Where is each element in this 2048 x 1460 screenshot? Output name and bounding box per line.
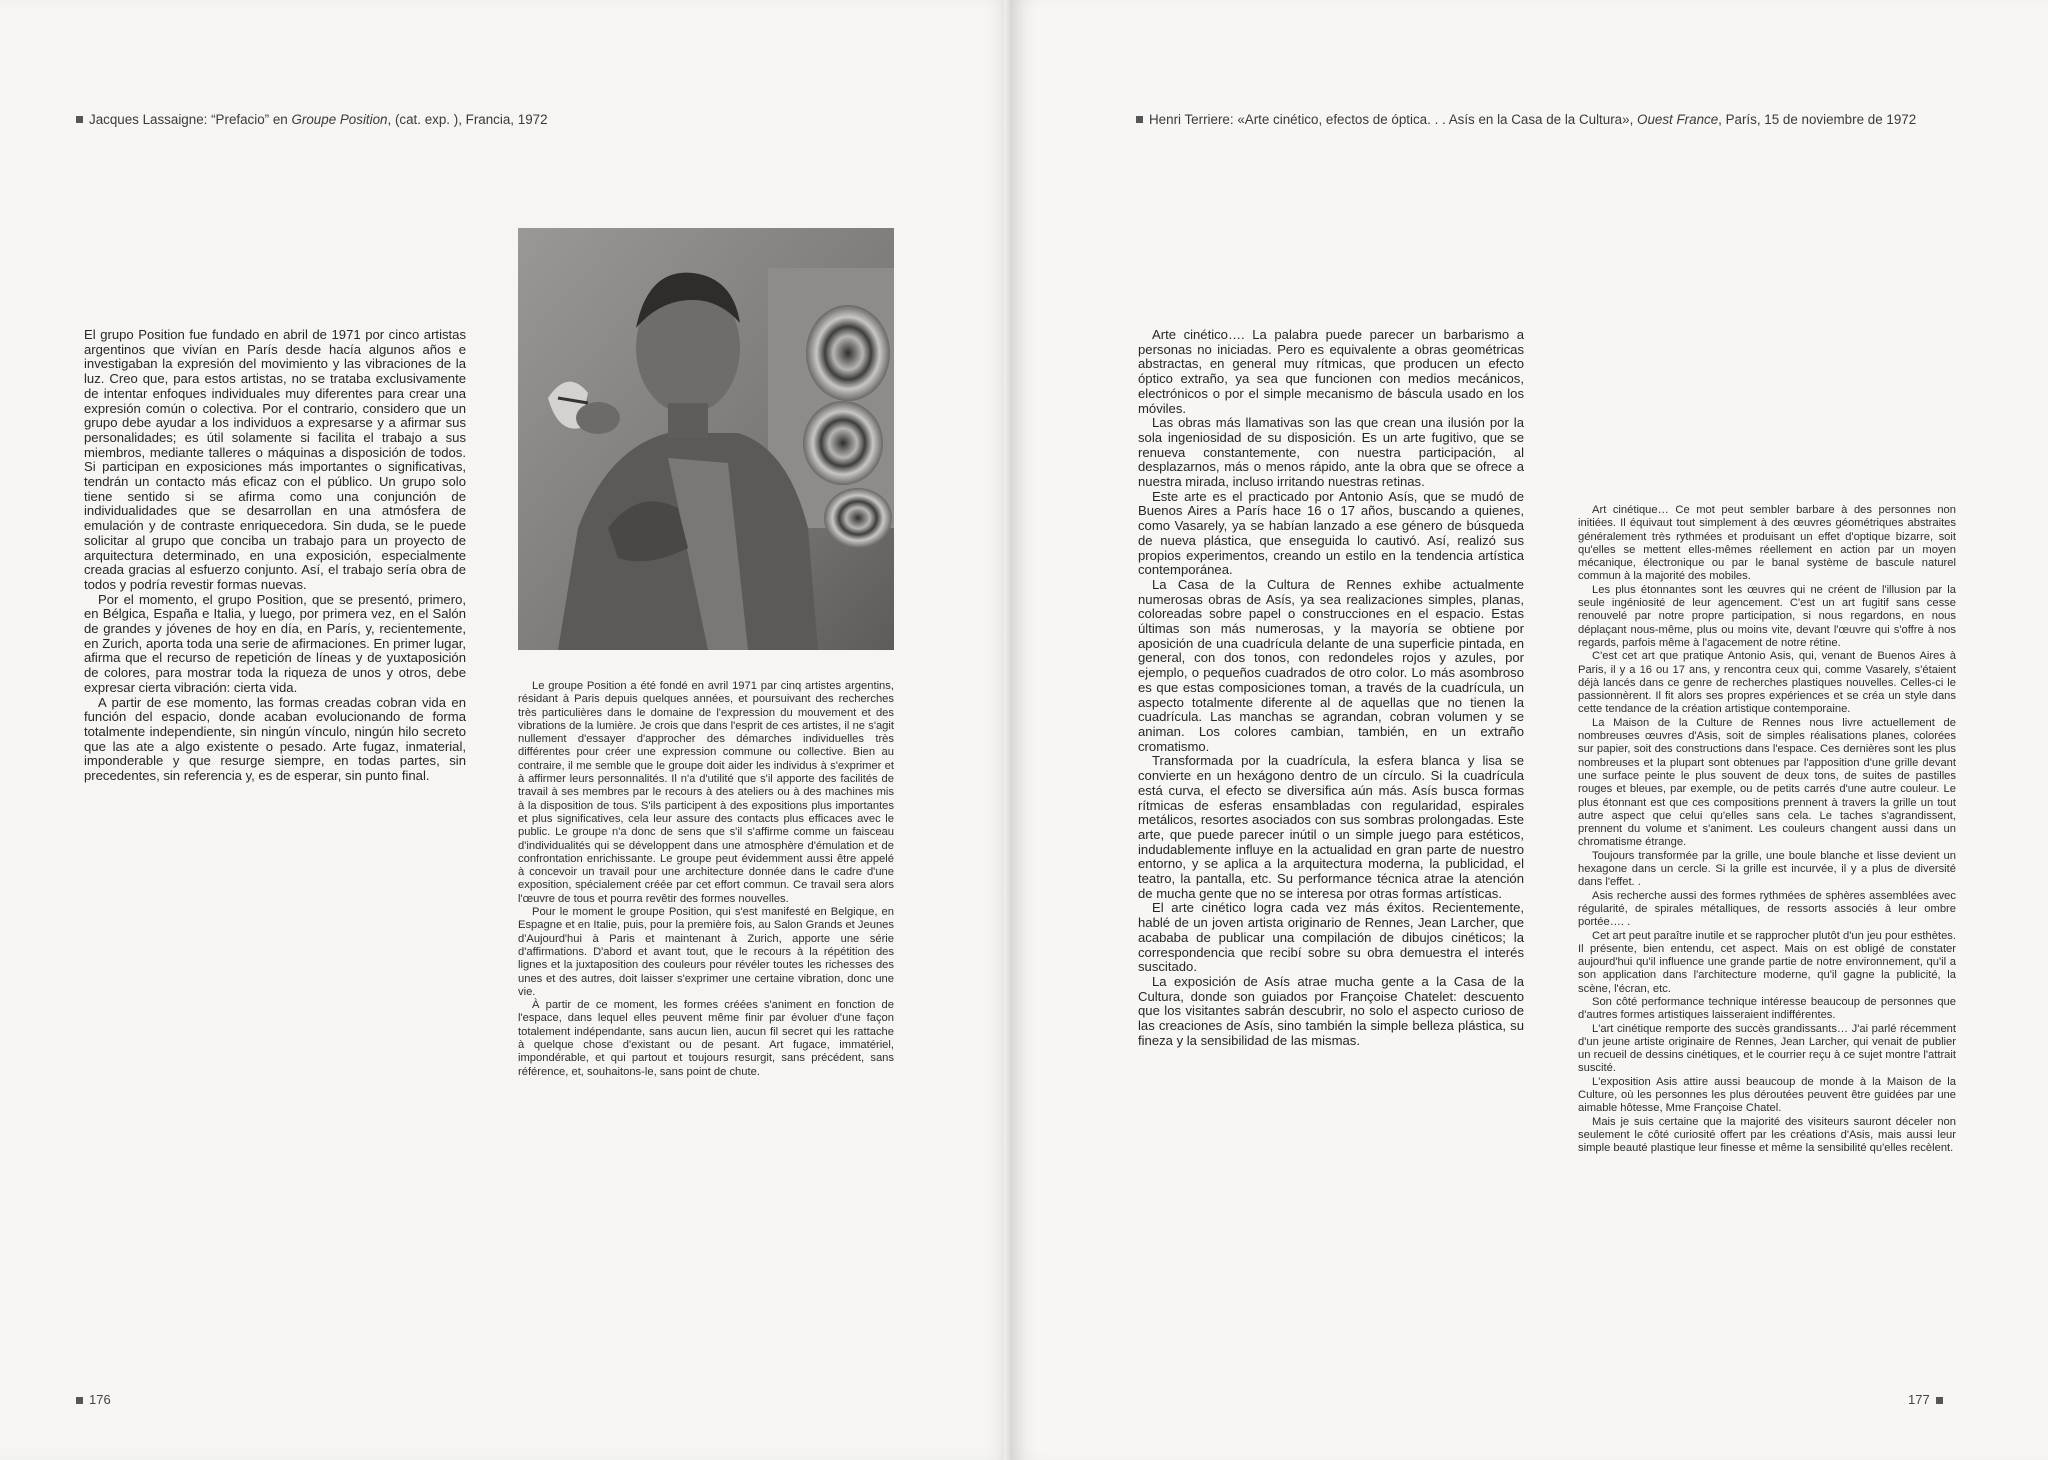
right-page <box>1012 0 2048 1460</box>
bullet-square-icon <box>1136 116 1143 123</box>
page-number: 176 <box>89 1392 111 1407</box>
artist-photograph <box>518 228 894 650</box>
paragraph: La exposición de Asís atrae mucha gente a la Casa de la Cultura, donde son guiados por Françoise Chatelet: descuento que los visitantes sabrán descubrir, no solo el aspecto curioso de las creaciones de Asís, sino también la simple belleza plástica, su fineza y la sensibilidad de las mismas. <box>1138 973 1524 1048</box>
paragraph: À partir de ce moment, les formes créées s'animent en fonction de l'espace, dans lequel elles peuvent même finir par évoluer d'une façon totalement indépendante, sans aucun lien, aucun fil secret qui les rattache à quelque chose d'existant ou de pesant. Art fugace, immatériel, impondérable, et qui partout et toujours resurgit, sans précédent, sans référence, et, souhaitons-le, sans point de chute. <box>518 999 894 1078</box>
header-details: , (cat. exp. ), Francia, 1972 <box>387 112 548 127</box>
left-spanish-column <box>84 328 466 784</box>
paragraph: Les plus étonnantes sont les œuvres qui ne créent de l'illusion par la seule ingéniosité de leur agencement. C'est un art fugitif sans cesse renouvelé par notre propre participation, si nous regardons, en nous déplaçant nous-même, plus ou moins vite, devant l'œuvre qui s'offre à nos regards, parfois même à l'agacement de notre rétine. <box>1578 583 1956 649</box>
paragraph: El grupo Position fue fundado en abril de 1971 por cinco artistas argentinos que vivían en París desde hacía algunos años e investigaban la expresión del movimiento y las vibraciones de la luz. Creo que, para estos artistas, no se trataba exclusivamente de intentar enfoques individuales muy diferentes para crear una expresión común o colectiva. Por el contrario, considero que un grupo debe ayudar a los individuos a expresarse y a afirmar sus personalidades; es útil solamente si facilita el trabajo a sus miembros, mediante talleres o máquinas a disposición de todos. Si participan en exposiciones más importantes o significativas, tendrán un contacto más eficaz con el público. Un grupo solo tiene sentido si se afirma como una conjunción de individualidades que se desarrollan en una atmósfera de emulación y de contraste enriquecedora. Sin duda, se le puede solicitar al grupo que conciba un trabajo para un proyecto de arquitectura determinado, en una exposición, especialmente creada gracias al esfuerzo conjunto. Así, el trabajo sería obra de todos y podría revestir formas nuevas. <box>84 327 466 592</box>
left-page-number <box>76 1392 111 1407</box>
paragraph: Le groupe Position a été fondé en avril 1971 par cinq artistes argentins, résidant à Paris depuis quelques années, et poursuivant des recherches très particulières dans le domaine de l'expression du mouvement et des vibrations de la lumière. Je crois que dans l'esprit de ces artistes, il ne s'agit nullement d'essayer d'approcher des démarches individuelles très différentes pour créer une expression commune ou collective. Bien au contraire, il me semble que le groupe doit aider les individus à s'exprimer et à affirmer leurs personnalités. Il n'a d'utilité que s'il apporte des facilités de travail à ses membres par le recours à des ateliers ou à des machines mis à la disposition de tous. S'ils participent à des expositions plus importantes et plus significatives, cela leur assure des contacts plus efficaces avec le public. Le groupe n'a donc de sens que s'il s'affirme comme un faisceau d'individualités qui se développent dans une atmosphère d'émulation et de confrontation enrichissante. Le groupe peut évidemment aussi être appelé à concevoir un travail pour une architecture donnée dans le cadre d'une exposition, spécialement créée par cet effort commun. Ce travail sera alors l'œuvre de tous et pourra revêtir des formes nouvelles. <box>518 680 894 905</box>
paragraph: Art cinétique… Ce mot peut sembler barbare à des personnes non initiées. Il équivaut tout simplement à des œuvres géométriques abstraites généralement très rythmées et produisant un effet d'optique bizarre, soit qu'elles se mettent elles-mêmes réellement en action par un moyen mécanique, électronique ou par le banal système de bascule naturel commun à la majorité des mobiles. <box>1578 504 1956 583</box>
paragraph: La Maison de la Culture de Rennes nous livre actuellement de nombreuses œuvres d'Asis, soit de simples réalisations planes, colorées sur papier, soit des constructions dans l'espace. Ces dernières sont les plus nombreuses et la plupart sont obtenues par l'apposition d'une grille devant une surface peinte le plus souvent de deux tons, de suites de pastilles rouges et bleues, par exemple, ou de petits carrés d'une autre couleur. Le plus étonnant est que ces compositions prennent à travers la grille un tout autre aspect que celui qu'elles sans cela. Le taches s'agrandissent, prennent du volume et s'animent. Les couleurs changent aussi dans un chromatisme étrange. <box>1578 716 1956 849</box>
paragraph: La Casa de la Cultura de Rennes exhibe actualmente numerosas obras de Asís, ya sea realizaciones simples, planas, coloreadas sobre papel o construcciones en el espacio. Estas últimas son más numerosas, y la mayoría se obtiene por aposición de una cuadrícula delante de una superficie pintada, en general, con dos tonos, con redondeles rojos y azules, por ejemplo, o pequeños cuadrados de otro color. Lo más asombroso es que estas composiciones toman, a través de la cuadrícula, un aspecto totalmente diferente al de aquellas que no tienen la cuadrícula. Las manchas se agrandan, cobran volumen y se animan. Los colores cambian, también, en un extraño cromatismo. <box>1138 576 1524 754</box>
paragraph: Toujours transformée par la grille, une boule blanche et lisse devient un hexagone dans un cercle. Si la grille est incurvée, il y a plus de diversité dans l'effet. . <box>1578 849 1956 889</box>
paragraph: Este arte es el practicado por Antonio Asís, que se mudó de Buenos Aires a París hace 16 o 17 años, buscando a quienes, como Vasarely, ya se habían lanzado a ese género de búsqueda de nueva plástica, que enseguida lo cautivó. Así, realizó sus propios experimentos, creando un estilo en la tendencia artística contemporánea. <box>1138 488 1524 578</box>
header-title: «Arte cinético, efectos de óptica. . . Asís en la Casa de la Cultura», <box>1237 112 1638 127</box>
paragraph: Arte cinético…. La palabra puede parecer un barbarismo a personas no iniciadas. Pero es equivalente a obras geométricas abstractas, en general muy rítmicas, que producen un efecto óptico extraño, ya sea que funcionen con medios mecánicos, electrónicos o por el simple mecanismo de báscula usado en los móviles. <box>1138 327 1524 416</box>
right-spanish-column <box>1138 328 1524 1048</box>
header-details: , París, 15 de noviembre de 1972 <box>1718 112 1917 127</box>
header-publication: Ouest France <box>1637 112 1719 127</box>
paragraph: Las obras más llamativas son las que crean una ilusión por la sola ingeniosidad de su disposición. Es un arte fugitivo, que se renueva constantemente, con nuestra participación, al desplazarnos, más o menos rápido, ante la obra que se ofrece a nuestra mirada, incluso irritando nuestras retinas. <box>1138 415 1524 490</box>
right-running-header <box>1136 112 1916 127</box>
left-page <box>0 0 1012 1460</box>
paragraph: Pour le moment le groupe Position, qui s'est manifesté en Belgique, en Espagne et en Italie, puis, pour la première fois, au Salon Grands et Jeunes d'Aujourd'hui à Paris et maintenant à Zurich, apporte une série d'affirmations. D'abord et avant tout, que le recours à la répétition des lignes et la juxtaposition des couleurs pour révéler toutes les richesses des unes et des autres, doit laisser s'exprimer une certaine vibration, donc une vie. <box>518 906 894 998</box>
paragraph: L'exposition Asis attire aussi beaucoup de monde à la Maison de la Culture, où les personnes les plus déroutées peuvent être guidées par une aimable hôtesse, Mme Françoise Chatel. <box>1578 1075 1956 1115</box>
paragraph: Por el momento, el grupo Position, que se presentó, primero, en Bélgica, España e Italia, y luego, por primera vez, en el Salón de grandes y jóvenes de hoy en día, en París, y, recientemente, en Zurich, aporta toda una serie de afirmaciones. En primer lugar, afirma que el recurso de repetición de líneas y de yuxtaposición de colores, para mostrar toda la riqueza de unos y otros, debe expresar cierta vibración: cierta vida. <box>84 591 466 695</box>
left-running-header <box>76 112 548 127</box>
header-author: Jacques Lassaigne: <box>89 112 212 127</box>
paragraph: El arte cinético logra cada vez más éxitos. Recientemente, hablé de un joven artista originario de Rennes, Jean Larcher, que acababa de publicar una compilación de dibujos cinéticos; la correspondencia que recibí sobre su obra demuestra el interés suscitado. <box>1138 900 1524 975</box>
right-french-column <box>1578 504 1956 1156</box>
artist-at-work-image <box>518 228 894 650</box>
paragraph: A partir de ese momento, las formas creadas cobran vida en función del espacio, donde acaban evolucionando de forma totalmente independiente, sin ningún vínculo, ningún hilo secreto que las ate a algo existente o pesado. Arte fugaz, inmaterial, imponderable y que resurge siempre, en todas partes, sin precedentes, sin referencia y, es de esperar, sin punto final. <box>84 694 466 784</box>
paragraph: Asis recherche aussi des formes rythmées de sphères assemblées avec régularité, de spirales métalliques, de ressorts associés à leur ombre portée…. . <box>1578 889 1956 929</box>
bullet-square-icon <box>76 1397 83 1404</box>
paragraph: Son côté performance technique intéresse beaucoup de personnes que d'autres formes artistiques laisseraient indifférentes. <box>1578 995 1956 1022</box>
paragraph: Mais je suis certaine que la majorité des visiteurs sauront déceler non seulement le côté curiosité offert par les créations d'Asis, mais aussi leur simple beauté plastique leur finesse et même la sensibilité qu'elles recèlent. <box>1578 1115 1956 1155</box>
right-page-number <box>1908 1392 1943 1407</box>
left-french-column <box>518 680 894 1079</box>
page-number: 177 <box>1908 1392 1930 1407</box>
paragraph: L'art cinétique remporte des succès grandissants… J'ai parlé récemment d'un jeune artiste originaire de Rennes, Jean Larcher, qui venait de publier un recueil de dessins cinétiques, et le courrier reçu à ce sujet montre l'attrait suscité. <box>1578 1022 1956 1075</box>
paragraph: C'est cet art que pratique Antonio Asis, qui, venant de Buenos Aires à Paris, il y a 16 ou 17 ans, y rencontra ceux qui, comme Vasarely, s'étaient déjà lancés dans ce genre de recherches plastiques nouvelles. Celles-ci le passionnèrent. Il fit alors ses propres expériences et se créa un style dans cette tendance de la création artistique contemporaine. <box>1578 650 1956 716</box>
header-title: “Prefacio” en <box>211 112 292 127</box>
bullet-square-icon <box>1936 1397 1943 1404</box>
header-author: Henri Terriere: <box>1149 112 1238 127</box>
paragraph: Transformada por la cuadrícula, la esfera blanca y lisa se convierte en un hexágono dentro de un círculo. Si la cuadrícula está curva, el efecto se diversifica aún más. Asís busca formas rítmicas de esferas ensambladas con regularidad, espirales metálicos, resortes asociados con sus sombras prolongadas. Este arte, que puede parecer inútil o un simple juego para estéticos, indudablemente influye en la actualidad en gran parte de nuestro entorno, y se aplica a la arquitectura moderna, la publicidad, el teatro, la pantalla, etc. Su performance técnica atrae la atención de mucha gente que no se interesa por otras formas artísticas. <box>1138 753 1524 901</box>
bullet-square-icon <box>76 116 83 123</box>
paragraph: Cet art peut paraître inutile et se rapprocher plutôt d'un jeu pour esthètes. Il présente, bien entendu, cet aspect. Mais on est obligé de constater aujourd'hui qu'il influence une grande partie de notre environnement, qu'il a son application dans l'architecture moderne, qu'il gagne la publicité, la scène, l'écran, etc. <box>1578 929 1956 995</box>
header-publication: Groupe Position <box>291 112 388 127</box>
